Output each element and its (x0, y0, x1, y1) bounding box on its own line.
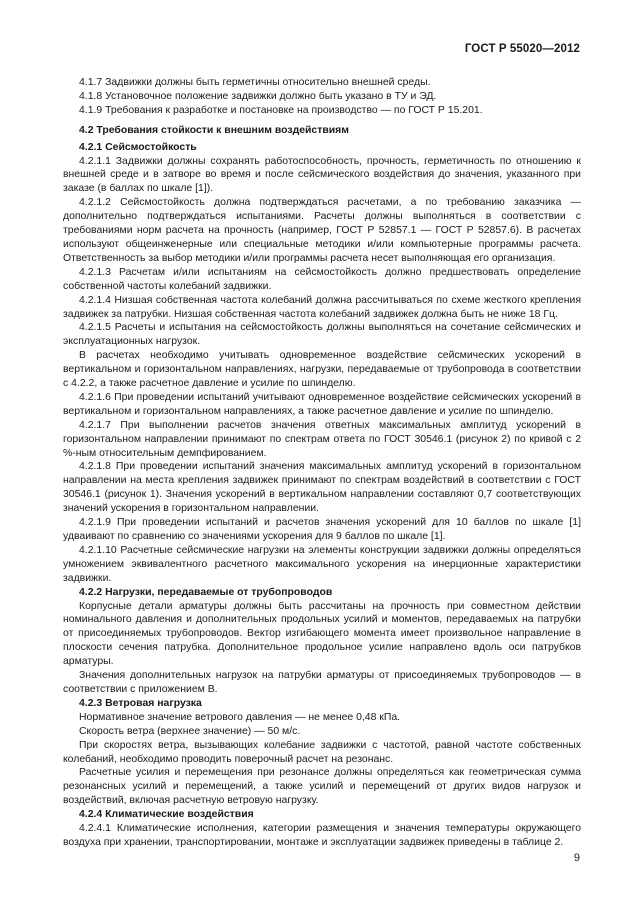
page-number: 9 (573, 852, 580, 864)
subsection-heading-4-2-4: 4.2.4 Климатические воздействия (79, 809, 254, 821)
subsection-heading-4-2-2: 4.2.2 Нагрузки, передаваемые от трубопроводов (79, 586, 333, 598)
section-heading-4-2: 4.2 Требования стойкости к внешним воздействиям (79, 124, 349, 136)
paragraph-4-1-8: 4.1.8 Установочное положение задвижки должно быть указано в ТУ и ЭД. (79, 90, 437, 102)
subsection-heading-4-2-1: 4.2.1 Сейсмостойкость (79, 141, 197, 153)
paragraph-body-parts: Корпусные детали арматуры должны быть рассчитаны на прочность при совместном действии номинального давления и дополнительных продольных усилий и моментов, передаваемых на патрубки от присоединяемых трубопроводов. Вектор изгибающего момента имеет произвольное направление в плоскости сечения патрубка. Дополнительное продольное усилие направлено вдоль оси патрубков арматуры. (63, 600, 581, 668)
document-code: ГОСТ Р 55020—2012 (464, 43, 580, 55)
document-body (63, 76, 581, 850)
paragraph-4-2-4-1: 4.2.4.1 Климатические исполнения, категории размещения и значения температуры окружающего воздуха при хранении, транспортировании, монтаже и эксплуатации задвижек приведены в таблице 2. (63, 823, 581, 848)
paragraph-4-1-9: 4.1.9 Требования к разработке и постановке на производство — по ГОСТ Р 15.201. (79, 104, 483, 116)
paragraph-4-2-1-6: 4.2.1.6 При проведении испытаний учитывают одновременное воздействие сейсмических ускорений в вертикальном и горизонтальном направлениях, а также расчетное давление и усилие по шпинделю. (63, 391, 581, 417)
paragraph-4-2-1-7: 4.2.1.7 При выполнении расчетов значения ответных максимальных амплитуд ускорений в горизонтальном направлении принимают по спектрам ответа по ГОСТ 30546.1 (рисунок 2) по кривой с 2 %-ным относительным демпфированием. (63, 419, 581, 459)
paragraph-4-2-1-5: 4.2.1.5 Расчеты и испытания на сейсмостойкость должны выполняться на сочетание сейсмических и эксплуатационных нагрузок. (63, 322, 581, 348)
paragraph-wind-speed: Скорость ветра (верхнее значение) — 50 м/с. (79, 725, 301, 737)
paragraph-additional-loads: Значения дополнительных нагрузок на патрубки арматуры от присоединяемых трубопроводов — в соответствии с приложением В. (63, 670, 581, 695)
paragraph-4-2-1-2: 4.2.1.2 Сейсмостойкость должна подтверждаться расчетами, а по требованию заказчика — дополнительно подтверждаться испытаниями. Расчеты должны выполняться в соответствии с требованиями норм расчета на прочность (например, ГОСТ Р 52857.1 — ГОСТ Р 52857.6). В расчетах используют общеинженерные или специальные методики и/или компьютерные программы расчета. Ответственность за выбор методики и/или программы расчета несет выполняющая его организация. (63, 197, 581, 264)
paragraph-4-2-1-3: 4.2.1.3 Расчетам и/или испытаниям на сейсмостойкость должно предшествовать определение собственной частоты колебаний задвижки. (63, 266, 581, 292)
paragraph-simultaneous-loads: В расчетах необходимо учитывать одновременное воздействие сейсмических ускорений в вертикальном и горизонтальном направлениях, нагрузки, передаваемые от трубопровода в соответствии с 4.2.2, а также расчетное давление и усилие по шпинделю. (63, 350, 581, 390)
paragraph-4-2-1-4: 4.2.1.4 Низшая собственная частота колебаний должна рассчитываться по схеме жесткого крепления задвижек за патрубки. Низшая собственная частота колебаний задвижек должна быть не ниже 18 Гц. (63, 294, 581, 320)
paragraph-4-1-7: 4.1.7 Задвижки должны быть герметичны относительно внешней среды. (79, 77, 431, 88)
paragraph-4-2-1-9: 4.2.1.9 При проведении испытаний и расчетов значения ускорений для 10 баллов по шкале [1] удваивают по сравнению со значениями ускорения для 9 баллов по шкале [1]. (63, 517, 581, 542)
paragraph-resonance-forces: Расчетные усилия и перемещения при резонансе должны определяться как геометрическая сумма резонансных усилий и перемещений, а также усилий и перемещений от других видов нагрузок и воздействий, включая расчетную ветровую нагрузку. (63, 767, 581, 807)
paragraph-4-2-1-10: 4.2.1.10 Расчетные сейсмические нагрузки на элементы конструкции задвижки должны определяться умножением эквивалентного расчетного максимального ускорения на инерционные характеристики задвижки. (63, 544, 581, 584)
paragraph-4-2-1-1: 4.2.1.1 Задвижки должны сохранять работоспособность, прочность, герметичность по отношению к внешней среде и в затворе во время и после сейсмического воздействия до значения, указанного при заказе (в баллах по шкале [1]). (63, 155, 581, 195)
subsection-heading-4-2-3: 4.2.3 Ветровая нагрузка (79, 697, 202, 709)
paragraph-resonance-check: При скоростях ветра, вызывающих колебание задвижки с частотой, равной частоте собственных колебаний, необходимо проводить поверочный расчет на резонанс. (63, 739, 581, 765)
paragraph-wind-pressure: Нормативное значение ветрового давления — не менее 0,48 кПа. (79, 711, 401, 723)
paragraph-4-2-1-8: 4.2.1.8 При проведении испытаний значения максимальных амплитуд ускорений в горизонтальном направлении на места крепления задвижек принимают по спектрам воздействий в соответствии с ГОСТ 30546.1 (рисунок 1). Значения ускорений в вертикальном направлении составляют 0,7 соответствующих значений ускорения в горизонтальном направлении. (63, 461, 581, 515)
